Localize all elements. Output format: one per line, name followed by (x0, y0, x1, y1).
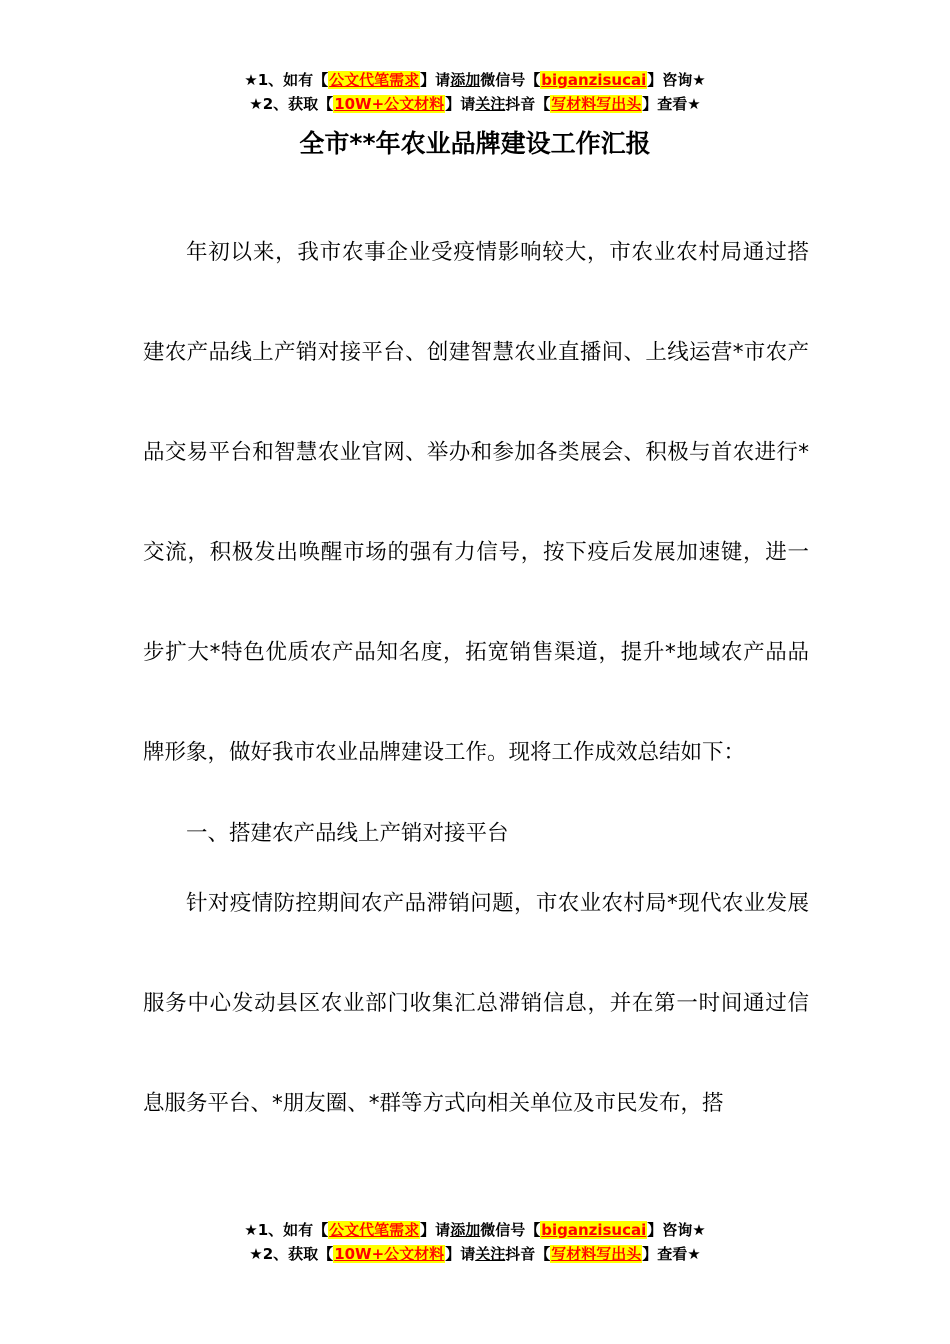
section-heading: 一、搭建农产品线上产销对接平台 (186, 821, 509, 846)
banner-text: 】查看★ (642, 1245, 701, 1263)
highlight-service: 公文代笔需求 (329, 1221, 420, 1239)
banner-line-2 (0, 1242, 950, 1266)
highlight-wechat-id: biganzisucai (541, 1221, 647, 1239)
banner-text: 】请 (445, 95, 476, 113)
banner-underlined-text: 添加 (450, 71, 481, 89)
banner-text: 】请 (420, 1221, 451, 1239)
banner-text: 】请 (420, 71, 451, 89)
highlight-douyin-account: 写材料写出头 (551, 1245, 642, 1263)
highlight-douyin-account: 写材料写出头 (551, 95, 642, 113)
document-body (143, 203, 809, 1154)
body-paragraph: 针对疫情防控期间农产品滞销问题，市农业农村局*现代农业发展服务中心发动县区农业部门收集汇总滞销信息，并在第一时间通过信息服务平台、*朋友圈、*群等方式向相关单位及市民发布，搭 (143, 891, 809, 1116)
banner-text: 抖音【 (505, 1245, 551, 1263)
banner-underlined-text: 关注 (475, 1245, 506, 1263)
banner-text: 】咨询★ (647, 1221, 706, 1239)
banner-text: ★2、获取【 (249, 95, 334, 113)
banner-text: ★2、获取【 (249, 1245, 334, 1263)
banner-text: 】咨询★ (647, 71, 706, 89)
banner-underlined-text: 添加 (450, 1221, 481, 1239)
banner-text: 】查看★ (642, 95, 701, 113)
highlight-materials: 10W+公文材料 (334, 95, 445, 113)
footer-banner (0, 1218, 950, 1266)
banner-text: ★1、如有【 (244, 1221, 329, 1239)
banner-text: 微信号【 (480, 71, 541, 89)
highlight-wechat-id: biganzisucai (541, 71, 647, 89)
document-title: 全市**年农业品牌建设工作汇报 (299, 129, 651, 158)
banner-line-1 (0, 68, 950, 92)
banner-text: 抖音【 (505, 95, 551, 113)
banner-line-1 (0, 1218, 950, 1242)
header-banner (0, 68, 950, 116)
banner-text: ★1、如有【 (244, 71, 329, 89)
banner-text: 】请 (445, 1245, 476, 1263)
body-paragraph: 年初以来，我市农事企业受疫情影响较大，市农业农村局通过搭建农产品线上产销对接平台、创建智慧农业直播间、上线运营*市农产品交易平台和智慧农业官网、举办和参加各类展会、积极与首农进行*交流，积极发出唤醒市场的强有力信号，按下疫后发展加速键，进一步扩大*特色优质农产品知名度，拓宽销售渠道，提升*地域农产品品牌形象，做好我市农业品牌建设工作。现将工作成效总结如下： (143, 240, 809, 765)
banner-line-2 (0, 92, 950, 116)
banner-text: 微信号【 (480, 1221, 541, 1239)
highlight-service: 公文代笔需求 (329, 71, 420, 89)
highlight-materials: 10W+公文材料 (334, 1245, 445, 1263)
banner-underlined-text: 关注 (475, 95, 506, 113)
